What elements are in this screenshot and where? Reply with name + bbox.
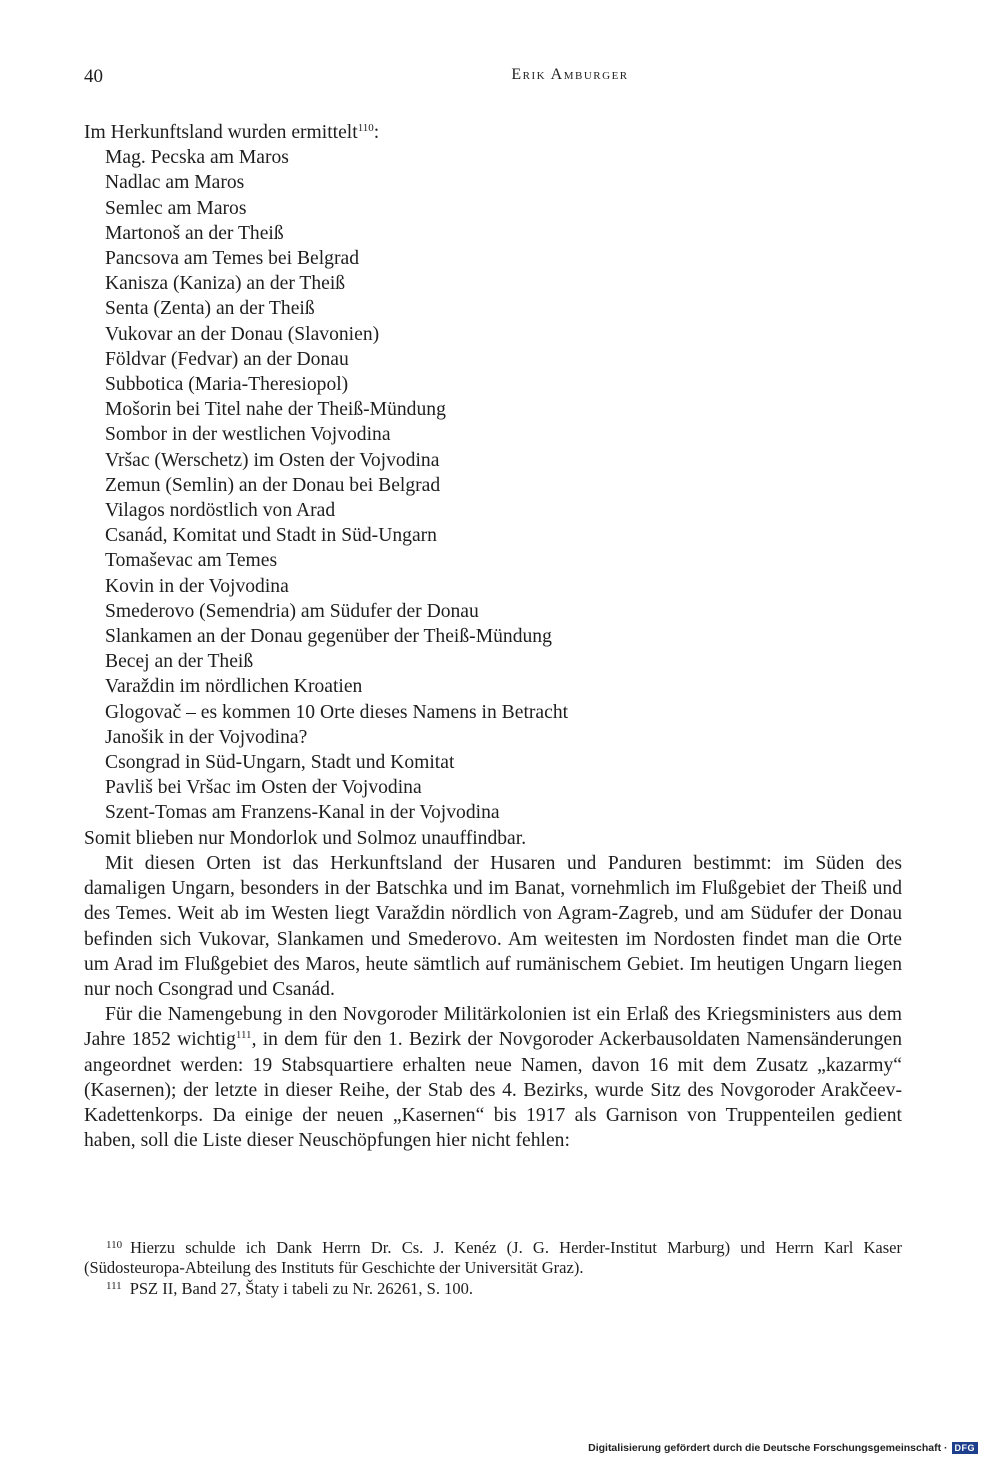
place-list xyxy=(84,145,902,825)
place-list-item: Vukovar an der Donau (Slavonien) xyxy=(105,323,380,345)
intro-colon: : xyxy=(373,122,380,143)
paragraph-summary: Somit blieben nur Mondorlok und Solmoz unauffindbar. xyxy=(84,827,527,849)
footnote-number: 110 xyxy=(106,1239,123,1251)
paragraph-naming xyxy=(84,1002,902,1153)
place-list-item: Glogovač – es kommen 10 Orte dieses Namens in Betracht xyxy=(105,701,569,723)
body-text xyxy=(84,120,902,1153)
footnote-text: Hierzu schulde ich Dank Herrn Dr. Cs. J. Kenéz (J. G. Herder-Institut Marburg) und Herrn Karl Kaser (Südosteuropa-Abteilung des Instituts für Geschichte der Universität Graz). xyxy=(84,1238,902,1277)
place-list-item: Varaždin im nördlichen Kroatien xyxy=(105,676,363,698)
place-list-item: Zemun (Semlin) an der Donau bei Belgrad xyxy=(105,474,441,496)
place-list-item: Pavliš bei Vršac im Osten der Vojvodina xyxy=(105,777,422,799)
intro-line xyxy=(84,120,902,145)
place-list-item: Nadlac am Maros xyxy=(105,172,245,194)
place-list-item: Mag. Pecska am Maros xyxy=(105,147,289,169)
place-list-item: Sombor in der westlichen Vojvodina xyxy=(105,424,391,446)
credit-text: Digitalisierung gefördert durch die Deutsche Forschungsgemeinschaft · xyxy=(588,1442,948,1454)
digitization-credit xyxy=(588,1442,978,1454)
footnote-110 xyxy=(84,1236,902,1277)
place-list-item: Martonoš an der Theiß xyxy=(105,222,284,244)
place-list-item: Vilagos nordöstlich von Arad xyxy=(105,500,336,522)
paragraph-naming-part2: , in dem für den 1. Bezirk der Novgoroder Ackerbausoldaten Namensänderungen angeordnet werden: 19 Stabsquartiere erhalten neue Namen, davon 16 mit dem Zusatz „kazarmy“ (Kasernen); der letzte in dieser Reihe, der Stab des 4. Bezirks, wurde Sitz des Novgoroder Arakčeev-Kadettenkorps. Da einige der neuen „Kasernen“ bis 1917 als Garnison von Truppenteilen gedient haben, soll die Liste dieser Neuschöpfungen hier nicht fehlen: xyxy=(84,1029,902,1152)
place-list-item: Kovin in der Vojvodina xyxy=(105,575,289,597)
paragraph-origin: Mit diesen Orten ist das Herkunftsland der Husaren und Panduren bestimmt: im Süden des damaligen Ungarn, besonders in der Batschka und im Banat, vornehmlich im Flußgebiet der Theiß und des Temes. Weit ab im Westen liegt Varaždin nördlich von Agram-Zagreb, und am Südufer der Donau befinden sich Vukovar, Slankamen und Smederovo. Am weitesten im Nordosten findet man die Orte um Arad im Flußgebiet des Maros, heute sämtlich auf rumänischem Gebiet. Im heutigen Ungarn liegen nur noch Csongrad und Csanád. xyxy=(84,852,902,1000)
footnote-number: 111 xyxy=(106,1280,122,1292)
place-list-item: Mošorin bei Titel nahe der Theiß-Mündung xyxy=(105,399,446,421)
dfg-logo-icon: DFG xyxy=(952,1442,979,1454)
running-head: Erik Amburger xyxy=(511,66,629,83)
place-list-item: Janošik in der Vojvodina? xyxy=(105,726,308,748)
place-list-item: Vršac (Werschetz) im Osten der Vojvodina xyxy=(105,449,440,471)
place-list-item: Szent-Tomas am Franzens-Kanal in der Vojvodina xyxy=(105,802,500,824)
place-list-item: Senta (Zenta) an der Theiß xyxy=(105,298,315,320)
footnote-ref-110[interactable]: 110 xyxy=(357,122,374,134)
place-list-item: Földvar (Fedvar) an der Donau xyxy=(105,348,349,370)
place-list-item: Csongrad in Süd-Ungarn, Stadt und Komitat xyxy=(105,752,455,774)
footnote-ref-111[interactable]: 111 xyxy=(235,1029,252,1042)
page-number: 40 xyxy=(84,66,103,87)
paragraph-naming-part1: Für die Namengebung in den Novgoroder Militärkolonien ist ein Erlaß des Kriegsministers aus dem Jahre 1852 wichtig xyxy=(84,1004,902,1051)
footnote-text: PSZ II, Band 27, Štaty i tabeli zu Nr. 26261, S. 100. xyxy=(129,1279,473,1298)
place-list-item: Csanád, Komitat und Stadt in Süd-Ungarn xyxy=(105,525,437,547)
place-list-item: Kanisza (Kaniza) an der Theiß xyxy=(105,273,346,295)
place-list-item: Smederovo (Semendria) am Südufer der Donau xyxy=(105,600,479,622)
place-list-item: Pancsova am Temes bei Belgrad xyxy=(105,248,360,270)
footnote-111 xyxy=(84,1277,902,1299)
place-list-item: Becej an der Theiß xyxy=(105,651,254,673)
place-list-item: Subbotica (Maria-Theresiopol) xyxy=(105,374,349,396)
footnotes xyxy=(84,1236,902,1299)
place-list-item: Tomaševac am Temes xyxy=(105,550,278,572)
intro-text: Im Herkunftsland wurden ermittelt xyxy=(84,122,358,143)
place-list-item: Semlec am Maros xyxy=(105,197,247,219)
place-list-item: Slankamen an der Donau gegenüber der Theiß-Mündung xyxy=(105,626,552,648)
